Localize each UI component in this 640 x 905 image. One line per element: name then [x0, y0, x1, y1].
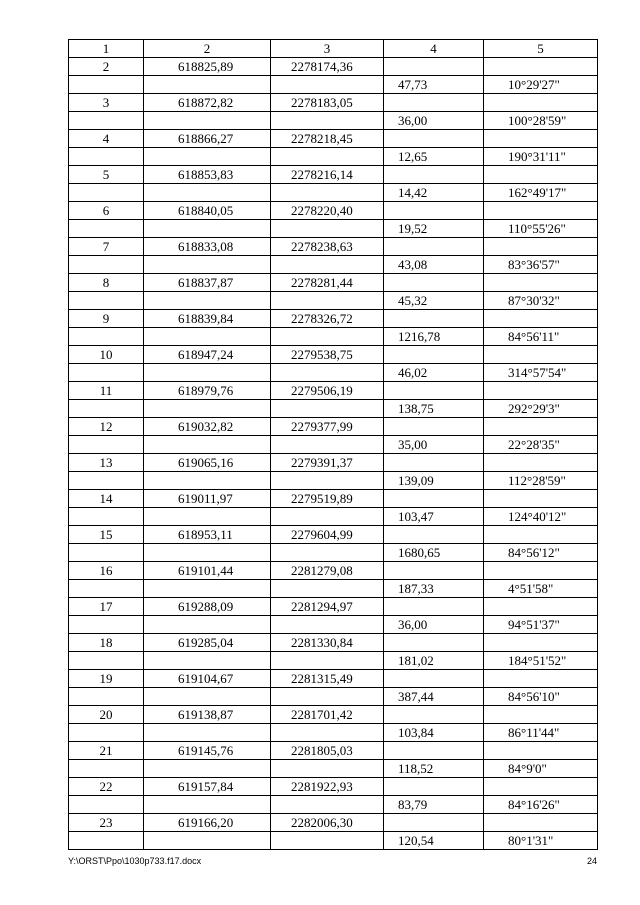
distance-cell: 1216,78 [384, 328, 484, 346]
point-number-cell [69, 724, 144, 742]
x-coordinate-cell: 618947,24 [144, 346, 271, 364]
y-coordinate-cell: 2278220,40 [271, 202, 384, 220]
distance-cell: 187,33 [384, 580, 484, 598]
y-coordinate-cell [271, 148, 384, 166]
distance-cell: 45,32 [384, 292, 484, 310]
table-row [69, 382, 598, 400]
distance-cell: 36,00 [384, 112, 484, 130]
y-coordinate-cell: 2279538,75 [271, 346, 384, 364]
y-coordinate-cell: 2278218,45 [271, 130, 384, 148]
table-row [69, 58, 598, 76]
y-coordinate-cell [271, 292, 384, 310]
distance-cell [384, 166, 484, 184]
y-coordinate-cell [271, 760, 384, 778]
distance-cell [384, 94, 484, 112]
point-number-cell [69, 256, 144, 274]
y-coordinate-cell: 2278238,63 [271, 238, 384, 256]
x-coordinate-cell: 618837,87 [144, 274, 271, 292]
x-coordinate-cell: 618825,89 [144, 58, 271, 76]
point-number-cell [69, 472, 144, 490]
table-row [69, 112, 598, 130]
x-coordinate-cell: 619101,44 [144, 562, 271, 580]
x-coordinate-cell [144, 436, 271, 454]
point-number-cell [69, 652, 144, 670]
table-row [69, 238, 598, 256]
point-number-cell [69, 220, 144, 238]
x-coordinate-cell [144, 76, 271, 94]
point-number-cell: 3 [69, 94, 144, 112]
table-row [69, 256, 598, 274]
point-number-cell [69, 436, 144, 454]
distance-cell [384, 778, 484, 796]
y-coordinate-cell: 2278326,72 [271, 310, 384, 328]
point-number-cell [69, 328, 144, 346]
y-coordinate-cell: 2278216,14 [271, 166, 384, 184]
x-coordinate-cell: 618839,84 [144, 310, 271, 328]
y-coordinate-cell [271, 328, 384, 346]
point-number-cell: 4 [69, 130, 144, 148]
distance-cell: 118,52 [384, 760, 484, 778]
table-row [69, 220, 598, 238]
y-coordinate-cell: 2279519,89 [271, 490, 384, 508]
point-number-cell: 10 [69, 346, 144, 364]
y-coordinate-cell: 2281315,49 [271, 670, 384, 688]
y-coordinate-cell [271, 472, 384, 490]
table-row [69, 148, 598, 166]
y-coordinate-cell [271, 580, 384, 598]
x-coordinate-cell [144, 832, 271, 850]
distance-cell [384, 634, 484, 652]
y-coordinate-cell: 2279506,19 [271, 382, 384, 400]
bearing-cell: 124°40'12" [484, 508, 598, 526]
x-coordinate-cell [144, 544, 271, 562]
distance-cell [384, 706, 484, 724]
column-header-3: 3 [271, 40, 384, 58]
column-header-1: 1 [69, 40, 144, 58]
bearing-cell [484, 310, 598, 328]
table-row [69, 706, 598, 724]
distance-cell: 387,44 [384, 688, 484, 706]
table-row [69, 418, 598, 436]
y-coordinate-cell [271, 436, 384, 454]
x-coordinate-cell [144, 472, 271, 490]
y-coordinate-cell [271, 508, 384, 526]
footer-page-number: 24 [586, 856, 597, 866]
bearing-cell [484, 94, 598, 112]
y-coordinate-cell [271, 544, 384, 562]
x-coordinate-cell: 619157,84 [144, 778, 271, 796]
x-coordinate-cell: 619288,09 [144, 598, 271, 616]
x-coordinate-cell [144, 292, 271, 310]
distance-cell [384, 274, 484, 292]
bearing-cell: 4°51'58" [484, 580, 598, 598]
distance-cell: 12,65 [384, 148, 484, 166]
bearing-cell: 314°57'54" [484, 364, 598, 382]
x-coordinate-cell: 619166,20 [144, 814, 271, 832]
point-number-cell: 8 [69, 274, 144, 292]
distance-cell: 103,84 [384, 724, 484, 742]
bearing-cell: 80°1'31" [484, 832, 598, 850]
y-coordinate-cell [271, 220, 384, 238]
y-coordinate-cell: 2282006,30 [271, 814, 384, 832]
distance-cell [384, 454, 484, 472]
point-number-cell [69, 112, 144, 130]
point-number-cell: 15 [69, 526, 144, 544]
table-row [69, 490, 598, 508]
point-number-cell: 16 [69, 562, 144, 580]
distance-cell [384, 742, 484, 760]
x-coordinate-cell [144, 616, 271, 634]
distance-cell: 83,79 [384, 796, 484, 814]
distance-cell [384, 382, 484, 400]
bearing-cell [484, 526, 598, 544]
table-row [69, 508, 598, 526]
distance-cell [384, 562, 484, 580]
table-row [69, 652, 598, 670]
table-row [69, 166, 598, 184]
x-coordinate-cell: 618840,05 [144, 202, 271, 220]
table-row [69, 688, 598, 706]
x-coordinate-cell: 619285,04 [144, 634, 271, 652]
y-coordinate-cell: 2281805,03 [271, 742, 384, 760]
x-coordinate-cell: 619011,97 [144, 490, 271, 508]
distance-cell [384, 598, 484, 616]
table-row [69, 778, 598, 796]
y-coordinate-cell [271, 796, 384, 814]
table-row [69, 634, 598, 652]
column-header-5: 5 [484, 40, 598, 58]
point-number-cell: 21 [69, 742, 144, 760]
x-coordinate-cell: 618853,83 [144, 166, 271, 184]
bearing-cell: 84°56'10" [484, 688, 598, 706]
table-row [69, 796, 598, 814]
point-number-cell [69, 364, 144, 382]
bearing-cell [484, 634, 598, 652]
table-row [69, 364, 598, 382]
y-coordinate-cell: 2278183,05 [271, 94, 384, 112]
bearing-cell: 100°28'59" [484, 112, 598, 130]
x-coordinate-cell [144, 760, 271, 778]
point-number-cell: 18 [69, 634, 144, 652]
bearing-cell [484, 346, 598, 364]
bearing-cell [484, 490, 598, 508]
bearing-cell: 84°56'12" [484, 544, 598, 562]
bearing-cell [484, 418, 598, 436]
x-coordinate-cell [144, 400, 271, 418]
bearing-cell: 292°29'3" [484, 400, 598, 418]
x-coordinate-cell: 619104,67 [144, 670, 271, 688]
y-coordinate-cell: 2279377,99 [271, 418, 384, 436]
table-row [69, 814, 598, 832]
bearing-cell [484, 778, 598, 796]
point-number-cell: 9 [69, 310, 144, 328]
bearing-cell [484, 382, 598, 400]
distance-cell [384, 58, 484, 76]
table-row [69, 598, 598, 616]
x-coordinate-cell: 619138,87 [144, 706, 271, 724]
x-coordinate-cell: 618866,27 [144, 130, 271, 148]
x-coordinate-cell [144, 652, 271, 670]
x-coordinate-cell [144, 508, 271, 526]
point-number-cell [69, 400, 144, 418]
point-number-cell [69, 796, 144, 814]
y-coordinate-cell: 2281701,42 [271, 706, 384, 724]
distance-cell [384, 130, 484, 148]
x-coordinate-cell: 619065,16 [144, 454, 271, 472]
table-row [69, 526, 598, 544]
point-number-cell: 20 [69, 706, 144, 724]
bearing-cell [484, 598, 598, 616]
bearing-cell [484, 130, 598, 148]
bearing-cell: 184°51'52" [484, 652, 598, 670]
y-coordinate-cell [271, 400, 384, 418]
bearing-cell: 84°56'11" [484, 328, 598, 346]
table-row [69, 832, 598, 850]
y-coordinate-cell: 2278281,44 [271, 274, 384, 292]
y-coordinate-cell: 2279391,37 [271, 454, 384, 472]
distance-cell [384, 238, 484, 256]
point-number-cell: 22 [69, 778, 144, 796]
distance-cell: 1680,65 [384, 544, 484, 562]
column-header-2: 2 [144, 40, 271, 58]
distance-cell: 46,02 [384, 364, 484, 382]
footer-file-path: Y:\ORST\Ppo\1030p733.f17.docx [68, 856, 202, 866]
distance-cell [384, 670, 484, 688]
point-number-cell [69, 292, 144, 310]
point-number-cell [69, 544, 144, 562]
distance-cell: 181,02 [384, 652, 484, 670]
y-coordinate-cell [271, 76, 384, 94]
x-coordinate-cell [144, 688, 271, 706]
x-coordinate-cell: 618833,08 [144, 238, 271, 256]
point-number-cell [69, 508, 144, 526]
point-number-cell: 19 [69, 670, 144, 688]
bearing-cell: 22°28'35" [484, 436, 598, 454]
point-number-cell: 11 [69, 382, 144, 400]
y-coordinate-cell: 2279604,99 [271, 526, 384, 544]
column-header-4: 4 [384, 40, 484, 58]
bearing-cell [484, 706, 598, 724]
x-coordinate-cell [144, 220, 271, 238]
table-row [69, 94, 598, 112]
point-number-cell: 6 [69, 202, 144, 220]
x-coordinate-cell: 618953,11 [144, 526, 271, 544]
distance-cell [384, 418, 484, 436]
bearing-cell: 84°16'26" [484, 796, 598, 814]
point-number-cell [69, 148, 144, 166]
bearing-cell [484, 814, 598, 832]
x-coordinate-cell [144, 364, 271, 382]
bearing-cell: 84°9'0" [484, 760, 598, 778]
x-coordinate-cell: 619145,76 [144, 742, 271, 760]
distance-cell: 103,47 [384, 508, 484, 526]
distance-cell [384, 310, 484, 328]
bearing-cell: 162°49'17" [484, 184, 598, 202]
coordinates-table [68, 39, 598, 850]
y-coordinate-cell [271, 364, 384, 382]
table-row [69, 184, 598, 202]
x-coordinate-cell [144, 796, 271, 814]
table-row [69, 472, 598, 490]
table-row [69, 580, 598, 598]
y-coordinate-cell [271, 832, 384, 850]
table-row [69, 76, 598, 94]
bearing-cell [484, 742, 598, 760]
point-number-cell: 14 [69, 490, 144, 508]
table-row [69, 760, 598, 778]
bearing-cell [484, 202, 598, 220]
distance-cell: 43,08 [384, 256, 484, 274]
bearing-cell [484, 58, 598, 76]
distance-cell: 120,54 [384, 832, 484, 850]
table-row [69, 670, 598, 688]
distance-cell: 19,52 [384, 220, 484, 238]
bearing-cell [484, 238, 598, 256]
bearing-cell: 110°55'26" [484, 220, 598, 238]
distance-cell [384, 526, 484, 544]
x-coordinate-cell: 619032,82 [144, 418, 271, 436]
point-number-cell [69, 76, 144, 94]
table-row [69, 202, 598, 220]
table-row [69, 400, 598, 418]
point-number-cell [69, 616, 144, 634]
point-number-cell: 17 [69, 598, 144, 616]
y-coordinate-cell: 2281330,84 [271, 634, 384, 652]
bearing-cell: 190°31'11" [484, 148, 598, 166]
y-coordinate-cell [271, 724, 384, 742]
y-coordinate-cell: 2281294,97 [271, 598, 384, 616]
table-header-row [69, 40, 598, 58]
x-coordinate-cell [144, 112, 271, 130]
x-coordinate-cell [144, 328, 271, 346]
distance-cell: 14,42 [384, 184, 484, 202]
table-row [69, 742, 598, 760]
distance-cell: 138,75 [384, 400, 484, 418]
x-coordinate-cell [144, 580, 271, 598]
point-number-cell: 12 [69, 418, 144, 436]
table-row [69, 562, 598, 580]
point-number-cell [69, 184, 144, 202]
table-row [69, 130, 598, 148]
point-number-cell: 23 [69, 814, 144, 832]
y-coordinate-cell [271, 184, 384, 202]
point-number-cell [69, 688, 144, 706]
point-number-cell: 2 [69, 58, 144, 76]
bearing-cell: 87°30'32" [484, 292, 598, 310]
bearing-cell [484, 562, 598, 580]
table-row [69, 310, 598, 328]
distance-cell [384, 814, 484, 832]
table-row [69, 616, 598, 634]
table-row [69, 436, 598, 454]
y-coordinate-cell: 2281922,93 [271, 778, 384, 796]
table-body [69, 58, 598, 850]
table-row [69, 346, 598, 364]
x-coordinate-cell [144, 148, 271, 166]
y-coordinate-cell: 2281279,08 [271, 562, 384, 580]
table-row [69, 724, 598, 742]
x-coordinate-cell [144, 184, 271, 202]
distance-cell: 139,09 [384, 472, 484, 490]
point-number-cell [69, 832, 144, 850]
table-row [69, 274, 598, 292]
table-row [69, 544, 598, 562]
x-coordinate-cell: 618979,76 [144, 382, 271, 400]
y-coordinate-cell: 2278174,36 [271, 58, 384, 76]
bearing-cell [484, 274, 598, 292]
point-number-cell [69, 760, 144, 778]
y-coordinate-cell [271, 616, 384, 634]
distance-cell [384, 346, 484, 364]
y-coordinate-cell [271, 688, 384, 706]
y-coordinate-cell [271, 112, 384, 130]
distance-cell [384, 202, 484, 220]
point-number-cell: 5 [69, 166, 144, 184]
bearing-cell: 112°28'59" [484, 472, 598, 490]
point-number-cell [69, 580, 144, 598]
distance-cell: 36,00 [384, 616, 484, 634]
point-number-cell: 13 [69, 454, 144, 472]
distance-cell: 35,00 [384, 436, 484, 454]
distance-cell [384, 490, 484, 508]
distance-cell: 47,73 [384, 76, 484, 94]
bearing-cell [484, 166, 598, 184]
x-coordinate-cell: 618872,82 [144, 94, 271, 112]
bearing-cell [484, 670, 598, 688]
y-coordinate-cell [271, 256, 384, 274]
bearing-cell: 83°36'57" [484, 256, 598, 274]
table-row [69, 292, 598, 310]
table-row [69, 454, 598, 472]
bearing-cell [484, 454, 598, 472]
x-coordinate-cell [144, 724, 271, 742]
bearing-cell: 10°29'27" [484, 76, 598, 94]
bearing-cell: 86°11'44" [484, 724, 598, 742]
y-coordinate-cell [271, 652, 384, 670]
table-row [69, 328, 598, 346]
x-coordinate-cell [144, 256, 271, 274]
bearing-cell: 94°51'37" [484, 616, 598, 634]
point-number-cell: 7 [69, 238, 144, 256]
